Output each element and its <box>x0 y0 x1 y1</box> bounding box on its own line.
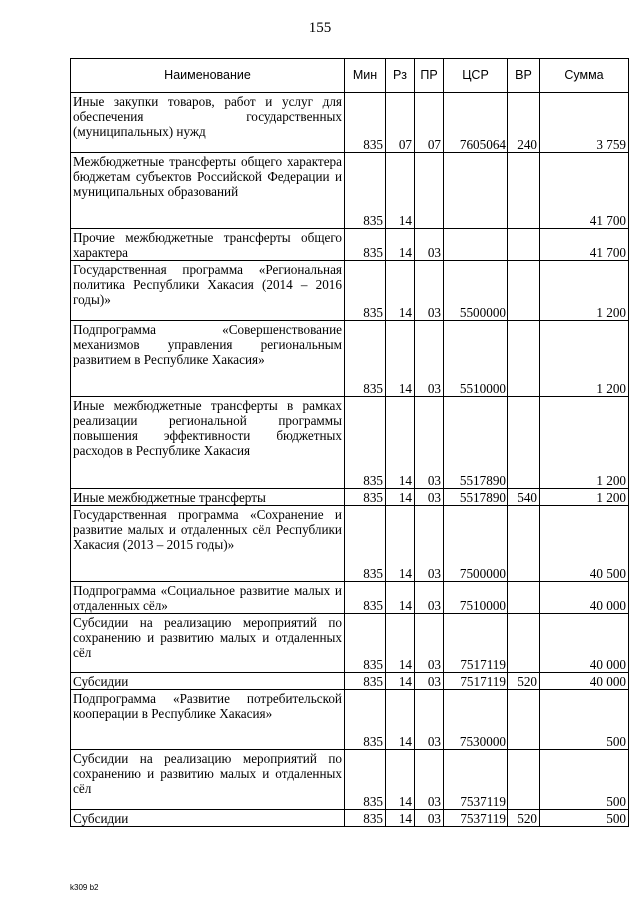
cell-min: 835 <box>345 229 386 261</box>
cell-csr: 5517890 <box>444 397 508 489</box>
cell-csr: 7517119 <box>444 673 508 690</box>
cell-min: 835 <box>345 614 386 673</box>
header-row <box>71 59 629 93</box>
cell-pr: 03 <box>415 261 444 321</box>
cell-vr <box>508 153 540 229</box>
cell-csr: 5517890 <box>444 489 508 506</box>
cell-min: 835 <box>345 489 386 506</box>
cell-csr: 7510000 <box>444 582 508 614</box>
cell-sum: 41 700 <box>540 229 629 261</box>
cell-min: 835 <box>345 261 386 321</box>
cell-min: 835 <box>345 810 386 827</box>
cell-vr <box>508 614 540 673</box>
cell-sum: 40 000 <box>540 673 629 690</box>
cell-rz: 07 <box>386 93 415 153</box>
table-row <box>71 810 629 827</box>
cell-vr <box>508 506 540 582</box>
cell-name: Прочие межбюджетные трансферты общего характера <box>71 229 345 261</box>
cell-csr: 7517119 <box>444 614 508 673</box>
cell-sum: 1 200 <box>540 489 629 506</box>
table-row <box>71 489 629 506</box>
cell-vr <box>508 582 540 614</box>
cell-vr: 520 <box>508 673 540 690</box>
table-row <box>71 690 629 750</box>
cell-sum: 1 200 <box>540 261 629 321</box>
cell-min: 835 <box>345 321 386 397</box>
table-row <box>71 397 629 489</box>
cell-rz: 14 <box>386 321 415 397</box>
cell-min: 835 <box>345 506 386 582</box>
cell-vr <box>508 229 540 261</box>
cell-rz: 14 <box>386 489 415 506</box>
cell-csr: 7605064 <box>444 93 508 153</box>
footer-code: k309 b2 <box>70 883 99 892</box>
table-row <box>71 229 629 261</box>
cell-name: Иные межбюджетные трансферты <box>71 489 345 506</box>
cell-name: Субсидии на реализацию мероприятий по сохранению и развитию малых и отдаленных сёл <box>71 750 345 810</box>
cell-sum: 40 500 <box>540 506 629 582</box>
cell-sum: 3 759 <box>540 93 629 153</box>
cell-vr <box>508 690 540 750</box>
cell-vr <box>508 397 540 489</box>
cell-rz: 14 <box>386 810 415 827</box>
cell-csr: 7500000 <box>444 506 508 582</box>
cell-min: 835 <box>345 750 386 810</box>
cell-rz: 14 <box>386 261 415 321</box>
table-row <box>71 506 629 582</box>
cell-pr <box>415 153 444 229</box>
header-rz: Рз <box>386 59 415 93</box>
cell-rz: 14 <box>386 506 415 582</box>
cell-name: Субсидии <box>71 810 345 827</box>
cell-pr: 07 <box>415 93 444 153</box>
table-row <box>71 614 629 673</box>
header-min: Мин <box>345 59 386 93</box>
cell-rz: 14 <box>386 690 415 750</box>
cell-pr: 03 <box>415 397 444 489</box>
cell-pr: 03 <box>415 582 444 614</box>
header-sum: Сумма <box>540 59 629 93</box>
cell-rz: 14 <box>386 673 415 690</box>
cell-name: Подпрограмма «Совершенствование механизмов управления региональным развитием в Республике Хакасия» <box>71 321 345 397</box>
cell-min: 835 <box>345 93 386 153</box>
page-number: 155 <box>308 20 332 36</box>
header-csr: ЦСР <box>444 59 508 93</box>
header-pr: ПР <box>415 59 444 93</box>
cell-sum: 500 <box>540 690 629 750</box>
cell-pr: 03 <box>415 750 444 810</box>
cell-vr <box>508 321 540 397</box>
cell-min: 835 <box>345 153 386 229</box>
cell-name: Субсидии на реализацию мероприятий по сохранению и развитию малых и отдаленных сёл <box>71 614 345 673</box>
cell-pr: 03 <box>415 614 444 673</box>
cell-csr: 5500000 <box>444 261 508 321</box>
cell-pr: 03 <box>415 690 444 750</box>
cell-min: 835 <box>345 690 386 750</box>
cell-rz: 14 <box>386 614 415 673</box>
table-row <box>71 673 629 690</box>
cell-sum: 40 000 <box>540 582 629 614</box>
cell-name: Подпрограмма «Социальное развитие малых и отдаленных сёл» <box>71 582 345 614</box>
cell-name: Государственная программа «Сохранение и развитие малых и отдаленных сёл Республики Хакасия (2013 – 2015 годы)» <box>71 506 345 582</box>
cell-pr: 03 <box>415 673 444 690</box>
cell-csr: 7537119 <box>444 750 508 810</box>
cell-rz: 14 <box>386 750 415 810</box>
cell-sum: 1 200 <box>540 397 629 489</box>
cell-vr: 540 <box>508 489 540 506</box>
header-vr: ВР <box>508 59 540 93</box>
cell-vr: 520 <box>508 810 540 827</box>
cell-sum: 500 <box>540 750 629 810</box>
cell-pr: 03 <box>415 506 444 582</box>
cell-sum: 500 <box>540 810 629 827</box>
cell-pr: 03 <box>415 229 444 261</box>
cell-csr: 7530000 <box>444 690 508 750</box>
cell-sum: 40 000 <box>540 614 629 673</box>
table-row <box>71 582 629 614</box>
table-row <box>71 93 629 153</box>
cell-name: Субсидии <box>71 673 345 690</box>
table-row <box>71 750 629 810</box>
cell-sum: 41 700 <box>540 153 629 229</box>
cell-csr <box>444 153 508 229</box>
cell-name: Межбюджетные трансферты общего характера бюджетам субъектов Российской Федерации и муниципальных образований <box>71 153 345 229</box>
cell-min: 835 <box>345 582 386 614</box>
cell-pr: 03 <box>415 321 444 397</box>
cell-csr: 5510000 <box>444 321 508 397</box>
cell-name: Государственная программа «Региональная политика Республики Хакасия (2014 – 2016 годы)» <box>71 261 345 321</box>
cell-name: Иные межбюджетные трансферты в рамках реализации региональной программы повышения эффективности бюджетных расходов в Республике Хакасия <box>71 397 345 489</box>
cell-min: 835 <box>345 673 386 690</box>
cell-rz: 14 <box>386 397 415 489</box>
cell-rz: 14 <box>386 229 415 261</box>
cell-min: 835 <box>345 397 386 489</box>
cell-csr: 7537119 <box>444 810 508 827</box>
cell-vr: 240 <box>508 93 540 153</box>
cell-vr <box>508 750 540 810</box>
cell-vr <box>508 261 540 321</box>
budget-table <box>70 58 629 827</box>
cell-pr: 03 <box>415 489 444 506</box>
cell-csr <box>444 229 508 261</box>
table-row <box>71 261 629 321</box>
cell-rz: 14 <box>386 582 415 614</box>
cell-rz: 14 <box>386 153 415 229</box>
table-row <box>71 321 629 397</box>
cell-pr: 03 <box>415 810 444 827</box>
table-row <box>71 153 629 229</box>
cell-name: Подпрограмма «Развитие потребительской кооперации в Республике Хакасия» <box>71 690 345 750</box>
cell-name: Иные закупки товаров, работ и услуг для обеспечения государственных (муниципальных) нужд <box>71 93 345 153</box>
header-name: Наименование <box>71 59 345 93</box>
cell-sum: 1 200 <box>540 321 629 397</box>
